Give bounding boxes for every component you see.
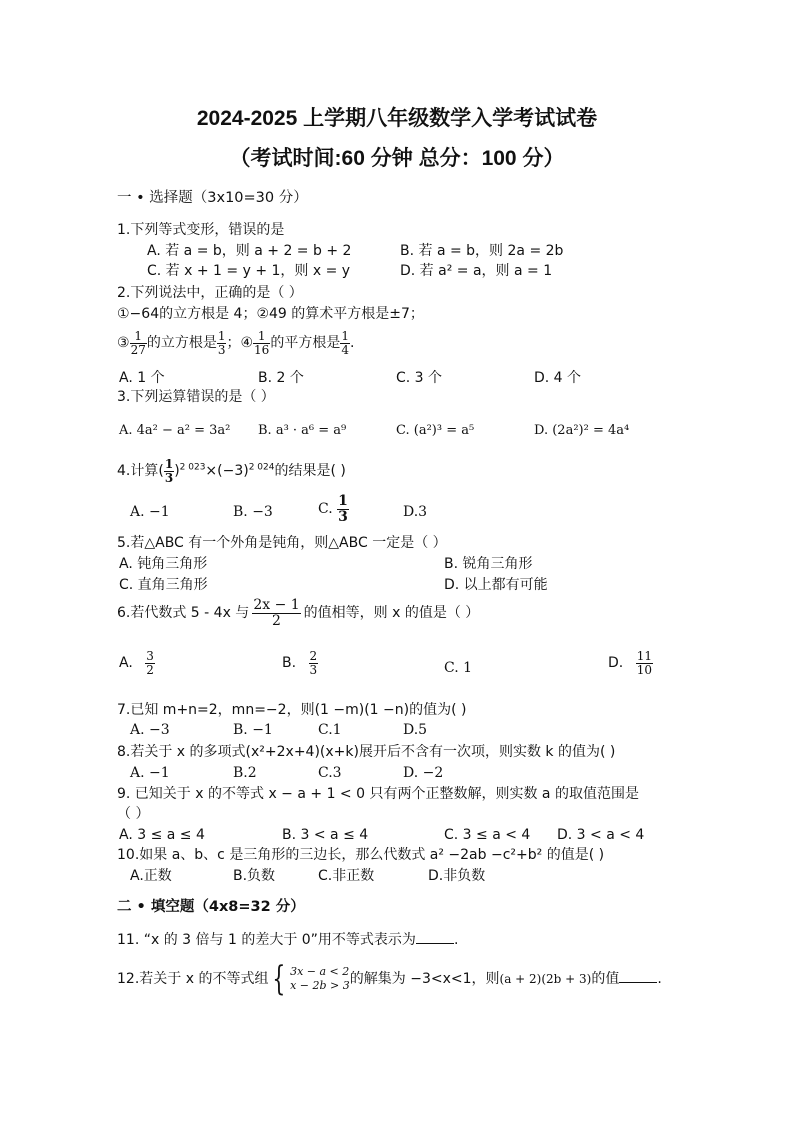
question-12: 12.若关于 x 的不等式组 { 3x − a < 2 x − 2b > 3 的解集为 −3<x<1，则(a + 2)(2b + 3)的值 . — [117, 959, 662, 999]
inequality-system: 3x − a < 2 x − 2b > 3 — [290, 964, 350, 992]
question-11: 11. “x 的 3 倍与 1 的差大于 0”用不等式表示为 . — [117, 932, 459, 948]
question-stem: 3.下列运算错误的是（ ） — [117, 389, 275, 405]
fraction: $\frac{2x - 1}{2}$ — [253, 597, 300, 629]
option-a: A. 1 个 — [119, 370, 165, 386]
option-d: D.3 — [403, 504, 428, 520]
option-a: A.正数 — [130, 868, 172, 884]
option-a: A. 3 ≤ a ≤ 4 — [119, 827, 205, 843]
answer-blank[interactable] — [416, 931, 454, 944]
question-stem: 7.已知 m+n=2，mn=−2，则(1 −m)(1 −n)的值为( ) — [117, 702, 467, 718]
option-c: C.3 — [318, 765, 342, 781]
answer-blank[interactable] — [619, 970, 657, 983]
option-d: D. −2 — [403, 765, 444, 781]
fraction: $\frac{1}{3}$ — [217, 329, 226, 357]
option-c: C. 若 x + 1 = y + 1，则 x = y — [147, 263, 351, 279]
option-b: B. −1 — [233, 722, 273, 738]
option-c: C. 3 ≤ a < 4 — [444, 827, 531, 843]
question-stem: 5.若△ABC 有一个外角是钝角，则△ABC 一定是（ ） — [117, 535, 447, 551]
option-b: B. 锐角三角形 — [444, 556, 533, 572]
option-b: B.负数 — [233, 868, 276, 884]
expression: (a + 2)(2b + 3) — [499, 972, 592, 986]
option-d: D. $\frac{11}{10}$ — [608, 649, 652, 677]
section-heading-choice: 一 • 选择题（3x10=30 分） — [117, 190, 308, 206]
fraction: $\frac{1}{16}$ — [254, 329, 270, 357]
question-stem: 2.下列说法中，正确的是（ ） — [117, 285, 303, 301]
fraction: $\frac{2}{3}$ — [309, 649, 318, 677]
option-a: A. 钝角三角形 — [119, 556, 208, 572]
option-d: D. 3 < a < 4 — [557, 827, 645, 843]
option-c: C.非正数 — [318, 868, 375, 884]
exam-subtitle: （考试时间:60 分钟 总分：100 分） — [229, 147, 565, 170]
option-b: B. 3 < a ≤ 4 — [282, 827, 369, 843]
fraction: $\frac{1}{27}$ — [130, 329, 146, 357]
option-b: B. −3 — [233, 504, 273, 520]
option-a: A. 4a² − a² = 3a² — [119, 423, 231, 438]
question-stem: 6.若代数式 5 - 4x 与 $\frac{2x - 1}{2}$ 的值相等，则 x 的值是（ ） — [117, 597, 480, 629]
option-c: C. $\frac{1}{3}$ — [318, 493, 348, 525]
option-b: B. $\frac{2}{3}$ — [282, 649, 318, 677]
option-d: D.非负数 — [428, 868, 486, 884]
statement-text: 的平方根是 — [270, 335, 341, 352]
option-c: C. 直角三角形 — [119, 577, 208, 593]
statement-3-marker: ③ — [117, 335, 130, 352]
option-a: A. −1 — [130, 504, 170, 520]
option-a: A. 若 a = b，则 a + 2 = b + 2 — [147, 243, 352, 259]
option-c: C. 1 — [444, 660, 473, 676]
option-c: C. 3 个 — [396, 370, 443, 386]
option-c: C.1 — [318, 722, 342, 738]
question-stem: 10.如果 a、b、c 是三角形的三边长，那么代数式 a² −2ab −c²+b² 的值是( ) — [117, 847, 605, 863]
statement-line-1: ①−64的立方根是 4；②49 的算术平方根是±7； — [117, 306, 424, 322]
option-b: B. a³ · a⁶ = a⁹ — [258, 423, 347, 438]
fraction: $\frac{1}{3}$ — [164, 457, 174, 485]
question-stem: 1.下列等式变形，错误的是 — [117, 222, 285, 238]
question-stem: 12.若关于 x 的不等式组 — [117, 971, 269, 987]
option-a: A. −1 — [130, 765, 170, 781]
fraction: $\frac{1}{4}$ — [341, 329, 349, 357]
exam-title: 2024-2025 上学期八年级数学入学考试试卷 — [196, 107, 598, 130]
statement-4-marker: ；④ — [226, 335, 254, 352]
option-b: B.2 — [233, 765, 257, 781]
option-d: D. 以上都有可能 — [444, 577, 548, 593]
option-a: A. $\frac{3}{2}$ — [119, 649, 154, 677]
answer-paren: （ ） — [117, 806, 150, 822]
statement-text: 的立方根是 — [146, 335, 217, 352]
option-d: D.5 — [403, 722, 428, 738]
option-d: D. 4 个 — [534, 370, 582, 386]
question-stem: 9. 已知关于 x 的不等式 x − a + 1 < 0 只有两个正整数解，则实数 a 的取值范围是 — [117, 786, 639, 802]
fraction: $\frac{3}{2}$ — [146, 649, 154, 677]
option-b: B. 2 个 — [258, 370, 304, 386]
option-b: B. 若 a = b，则 2a = 2b — [400, 243, 564, 259]
statement-line-2: ③ $\frac{1}{27}$ 的立方根是 $\frac{1}{3}$ ；④ $\frac{1}{16}$ 的平方根是 $\frac{1}{4}$ . — [117, 329, 355, 357]
fraction: $\frac{11}{10}$ — [636, 649, 652, 677]
brace-symbol: { — [272, 959, 286, 999]
fraction: $\frac{1}{3}$ — [338, 493, 348, 525]
option-d: D. (2a²)² = 4a⁴ — [534, 423, 630, 438]
option-d: D. 若 a² = a，则 a = 1 — [400, 263, 553, 279]
question-stem: 11. “x 的 3 倍与 1 的差大于 0”用不等式表示为 — [117, 932, 416, 948]
option-a: A. −3 — [130, 722, 170, 738]
question-stem: 4.计算( $\frac{1}{3}$ )$^{2 023}\times(-3)^{2 024}$的结果是( ) — [117, 457, 346, 485]
question-stem: 8.若关于 x 的多项式(x²+2x+4)(x+k)展开后不含有一次项，则实数 k 的值为( ) — [117, 744, 616, 760]
section-heading-fill-in: 二 • 填空题（4x8=32 分） — [117, 899, 305, 915]
option-c: C. (a²)³ = a⁵ — [396, 423, 475, 438]
